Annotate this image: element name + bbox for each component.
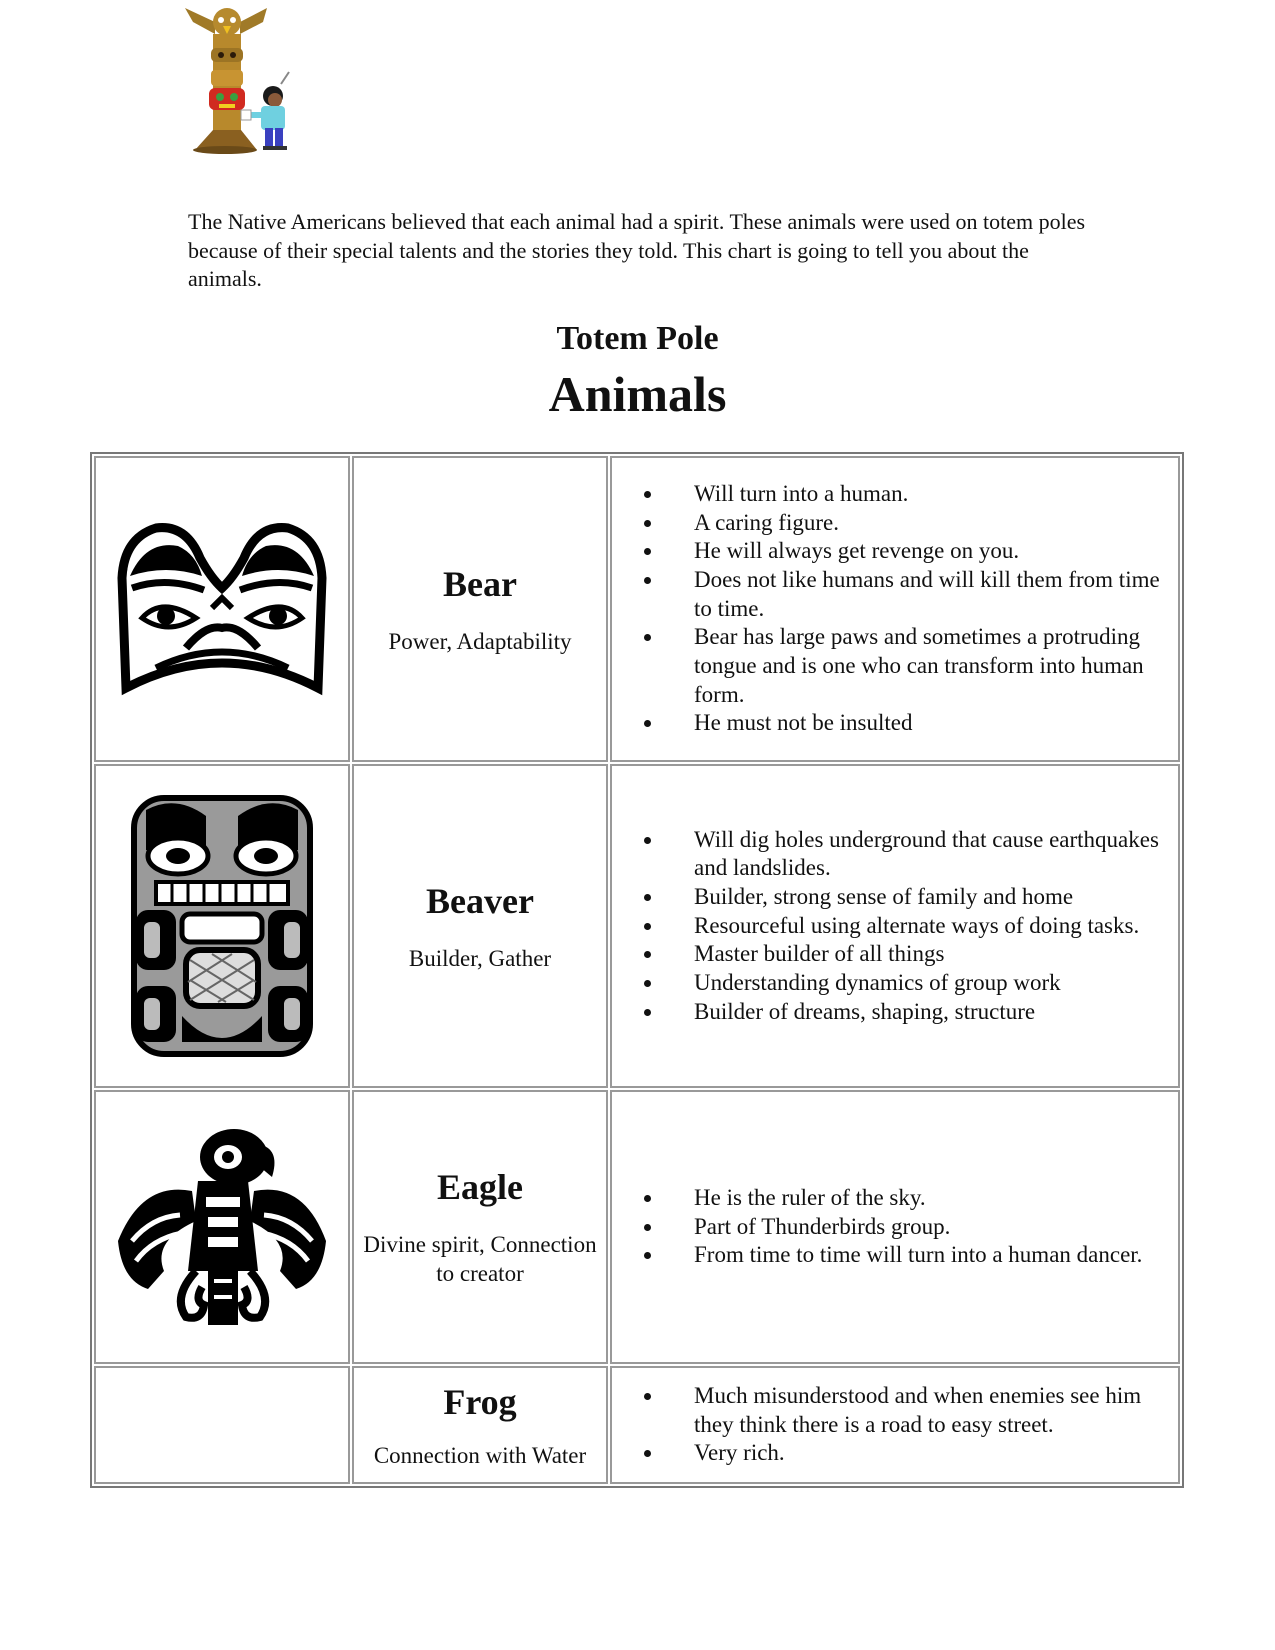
totem-pole-clipart [185, 0, 310, 160]
list-item: • Resourceful using alternate ways of doing tasks. [664, 912, 1172, 941]
facts-list [612, 826, 1178, 1027]
animal-name-cell [352, 764, 608, 1088]
list-item: • He will always get revenge on you. [664, 537, 1172, 566]
list-item: • Very rich. [664, 1439, 1172, 1468]
animal-image-cell [94, 456, 350, 762]
animal-facts-cell [610, 456, 1180, 762]
facts-list [612, 480, 1178, 738]
table-row [94, 764, 1180, 1088]
animal-image-cell [94, 1090, 350, 1364]
animal-name: Eagle [437, 1167, 523, 1207]
list-item: • Builder of dreams, shaping, structure [664, 998, 1172, 1027]
list-item: • Builder, strong sense of family and home [664, 883, 1172, 912]
list-item: • He is the ruler of the sky. [664, 1184, 1172, 1213]
animal-traits: Power, Adaptability [388, 628, 572, 654]
animal-facts-cell [610, 764, 1180, 1088]
beaver-icon [116, 790, 328, 1062]
animal-name: Bear [443, 563, 517, 604]
list-item: • He must not be insulted [664, 709, 1172, 738]
table-row [94, 1366, 1180, 1484]
animal-name: Frog [443, 1381, 517, 1422]
animal-traits: Builder, Gather [408, 945, 552, 971]
list-item: • Much misunderstood and when enemies see him they think there is a road to easy street. [664, 1382, 1172, 1439]
animals-table [90, 452, 1184, 1488]
list-item: • Does not like humans and will kill them from time to time. [664, 566, 1172, 623]
title-line-1: Totem Pole [556, 320, 719, 357]
animal-name-cell [352, 456, 608, 762]
list-item: • Master builder of all things [664, 940, 1172, 969]
facts-list [612, 1184, 1178, 1270]
list-item: • Bear has large paws and sometimes a protruding tongue and is one who can transform into human form. [664, 623, 1172, 709]
animal-name: Beaver [426, 880, 534, 921]
intro-paragraph: The Native Americans believed that each animal had a spirit. These animals were used on totem poles because of their special talents and the stories they told. This chart is going to tell you about the animals. [188, 209, 1086, 291]
table-row [94, 456, 1180, 762]
list-item: • From time to time will turn into a human dancer. [664, 1241, 1172, 1270]
animal-name-cell [352, 1366, 608, 1484]
list-item: • Will turn into a human. [664, 480, 1172, 509]
list-item: • Will dig holes underground that cause earthquakes and landslides. [664, 826, 1172, 883]
title-line-2: Animals [548, 366, 727, 422]
animal-facts-cell [610, 1090, 1180, 1364]
table-row [94, 1090, 1180, 1364]
eagle-icon [112, 1121, 332, 1333]
list-item: • Understanding dynamics of group work [664, 969, 1172, 998]
facts-list [612, 1382, 1178, 1468]
animal-traits: Connection with Water [373, 1442, 587, 1468]
animal-traits: Divine spirit, Connection to creator [363, 1232, 597, 1286]
animal-image-cell [94, 1366, 350, 1484]
animal-image-cell [94, 764, 350, 1088]
animal-facts-cell [610, 1366, 1180, 1484]
animal-name-cell [352, 1090, 608, 1364]
bear-icon [116, 518, 328, 700]
list-item: • A caring figure. [664, 509, 1172, 538]
list-item: • Part of Thunderbirds group. [664, 1213, 1172, 1242]
